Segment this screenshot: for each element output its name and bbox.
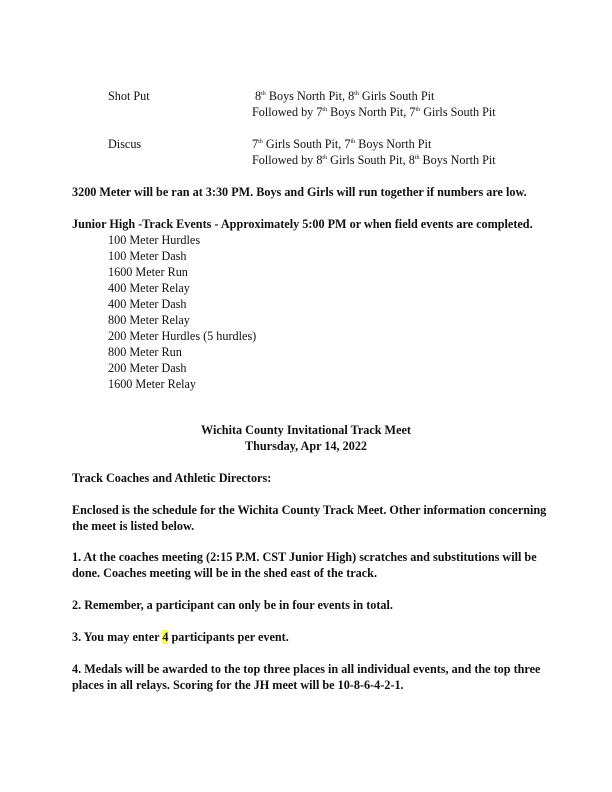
jh-track-heading: Junior High -Track Events - Approximately 5:00 PM or when field events are completed. [72,217,533,231]
track-event: 400 Meter Relay [108,281,190,295]
item-3: 3. You may enter 4 participants per event. [72,630,289,644]
track-event: 100 Meter Dash [108,249,187,263]
track-event: 100 Meter Hurdles [108,233,201,247]
track-event: 800 Meter Run [108,345,182,359]
track-event: 200 Meter Dash [108,361,187,375]
meet-title: Wichita County Invitational Track Meet [201,423,411,437]
item-4: 4. Medals will be awarded to the top three places in all individual events, and the top three places in all relays. Scoring for the JH meet will be 10-8-6-4-2-1. [72,662,541,692]
intro-paragraph: Enclosed is the schedule for the Wichita County Track Meet. Other information concerning the meet is listed below. [72,503,547,533]
discus-line-2: Followed by 8th Girls South Pit, 8th Boys North Pit [252,153,496,167]
shot-put-label: Shot Put [108,89,150,103]
shot-put-line-1: 8th Boys North Pit, 8th Girls South Pit [255,89,435,103]
discus-line-1: 7th Girls South Pit, 7th Boys North Pit [252,137,432,151]
meet-date: Thursday, Apr 14, 2022 [244,439,368,453]
track-event: 1600 Meter Relay [108,377,196,391]
notice-3200: 3200 Meter will be ran at 3:30 PM. Boys and Girls will run together if numbers are low. [72,185,527,199]
discus-label: Discus [108,137,142,151]
track-event: 800 Meter Relay [108,313,190,327]
highlighted-count: 4 [162,630,169,644]
shot-put-line-2: Followed by 7th Boys North Pit, 7th Girls South Pit [252,105,496,119]
track-event: 1600 Meter Run [108,265,188,279]
item-1: 1. At the coaches meeting (2:15 P.M. CST Junior High) scratches and substitutions will be done. Coaches meeting will be in the shed east of the track. [72,550,537,580]
salutation: Track Coaches and Athletic Directors: [72,471,272,485]
track-event: 400 Meter Dash [108,297,187,311]
item-2: 2. Remember, a participant can only be in four events in total. [72,598,393,612]
track-event: 200 Meter Hurdles (5 hurdles) [108,329,257,343]
